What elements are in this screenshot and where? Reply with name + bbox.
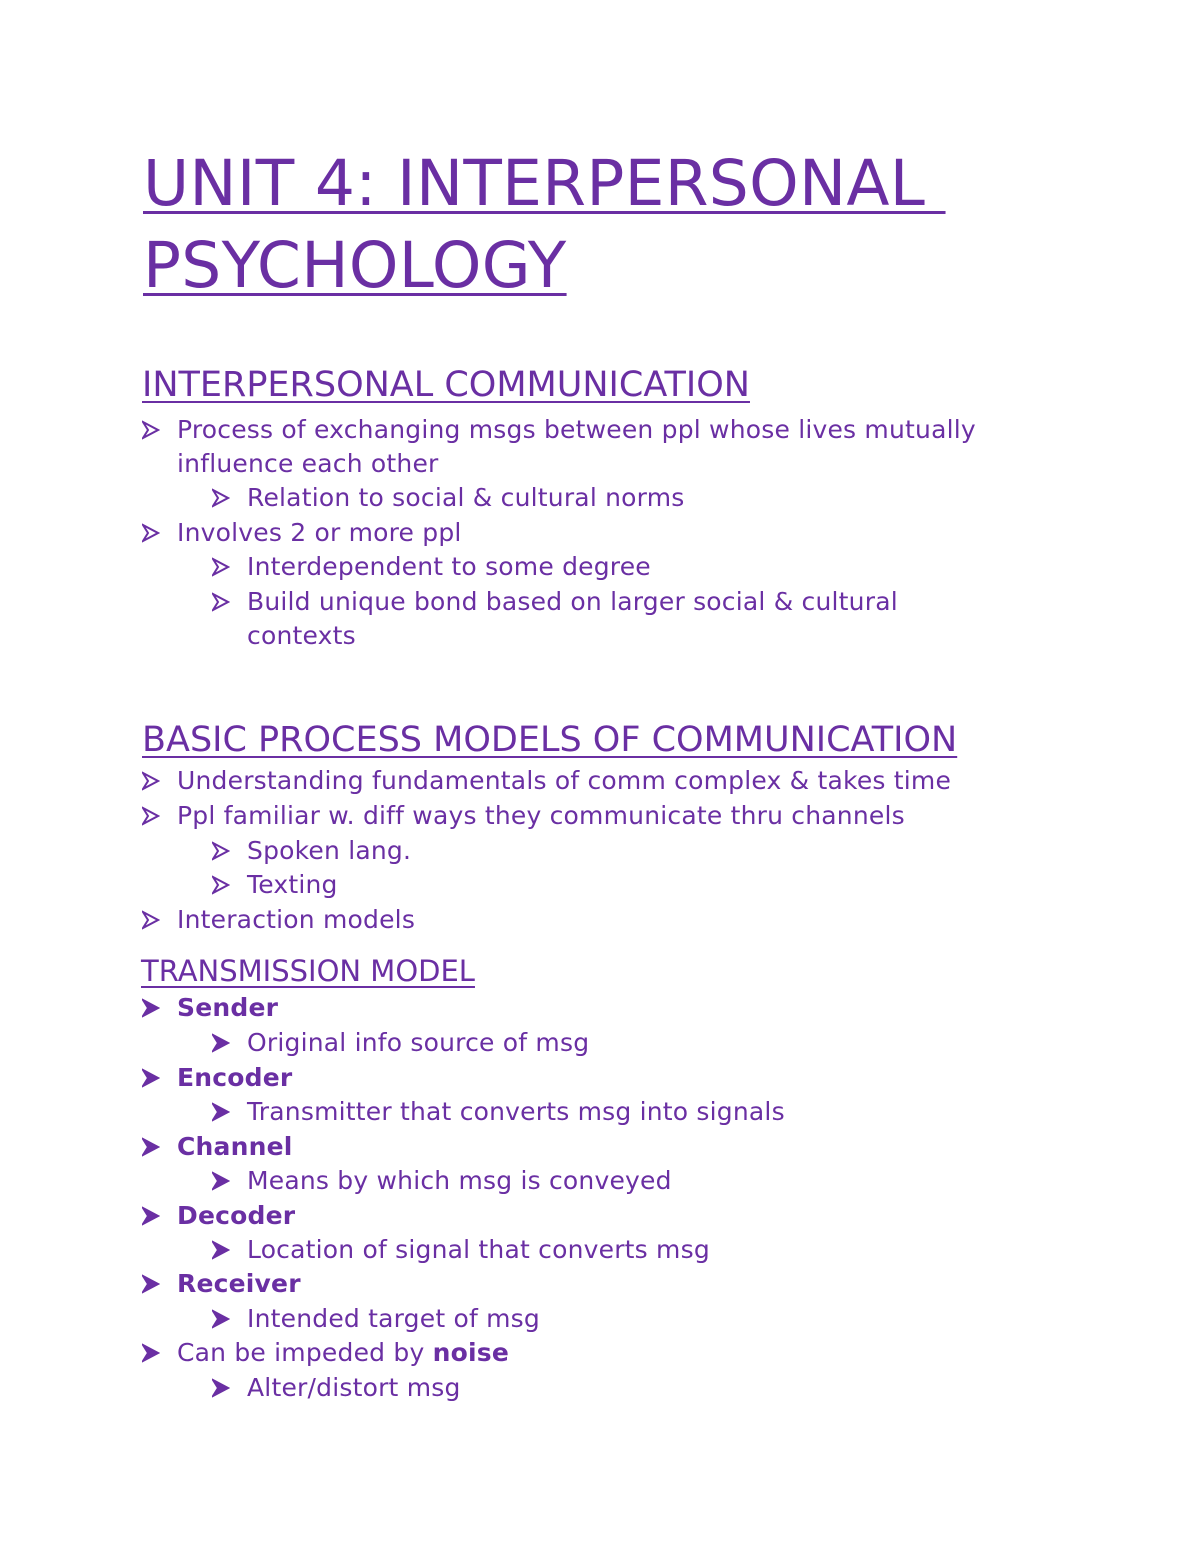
list-item-text: Texting [247,870,338,899]
arrowhead-bullet-icon [142,903,166,937]
arrowhead-bullet-icon [142,413,166,447]
list-item-continuation: influence each other [177,449,439,478]
title-line-1: UNIT 4: INTERPERSONAL [143,147,946,220]
list-item-text: Decoder [177,1201,296,1230]
arrowhead-bullet-icon [212,585,236,619]
list-item-text: Understanding fundamentals of comm complex & takes time [177,766,952,795]
list-item-text: Ppl familiar w. diff ways they communicate thru channels [177,801,905,830]
list-item-text: Interdependent to some degree [247,552,651,581]
list-item-text: Build unique bond based on larger social & cultural [247,587,898,616]
list-item-text: Receiver [177,1269,301,1298]
arrowhead-bullet-icon [142,1199,166,1233]
arrowhead-bullet-icon [212,834,236,868]
list-item-continuation: contexts [247,621,356,650]
list-item-text: Involves 2 or more ppl [177,518,462,547]
title-line-2: PSYCHOLOGY [143,229,567,302]
list-item-text: Means by which msg is conveyed [247,1166,672,1195]
list-item-text-bold: noise [432,1338,509,1367]
arrowhead-bullet-icon [142,764,166,798]
arrowhead-bullet-icon [142,799,166,833]
arrowhead-bullet-icon [212,550,236,584]
list-item-text: Original info source of msg [247,1028,590,1057]
list-item-text: Channel [177,1132,293,1161]
arrowhead-bullet-icon [212,1164,236,1198]
arrowhead-bullet-icon [212,1371,236,1405]
arrowhead-bullet-icon [212,1302,236,1336]
section-heading-interpersonal-communication: INTERPERSONAL COMMUNICATION [142,365,750,405]
list-item-text: Sender [177,993,279,1022]
list-item-text: Location of signal that converts msg [247,1235,710,1264]
section-heading-transmission-model: TRANSMISSION MODEL [141,954,475,988]
arrowhead-bullet-icon [212,1026,236,1060]
arrowhead-bullet-icon [212,1095,236,1129]
list-item-text: Relation to social & cultural norms [247,483,685,512]
list-item-text: Interaction models [177,905,416,934]
arrowhead-bullet-icon [142,991,166,1025]
arrowhead-bullet-icon [212,868,236,902]
arrowhead-bullet-icon [142,1061,166,1095]
list-item-text: Transmitter that converts msg into signals [247,1097,785,1126]
list-item-text [177,1336,509,1370]
list-item-text: Encoder [177,1063,293,1092]
arrowhead-bullet-icon [142,1267,166,1301]
arrowhead-bullet-icon [212,481,236,515]
list-item-text: Alter/distort msg [247,1373,461,1402]
list-item-text: Spoken lang. [247,836,412,865]
list-item-text-prefix: Can be impeded by [177,1338,433,1367]
arrowhead-bullet-icon [142,1130,166,1164]
arrowhead-bullet-icon [142,516,166,550]
list-item-text: Intended target of msg [247,1304,540,1333]
list-item-text: Process of exchanging msgs between ppl whose lives mutually [177,415,976,444]
arrowhead-bullet-icon [142,1336,166,1370]
section-heading-basic-process-models: BASIC PROCESS MODELS OF COMMUNICATION [142,720,958,760]
arrowhead-bullet-icon [212,1233,236,1267]
